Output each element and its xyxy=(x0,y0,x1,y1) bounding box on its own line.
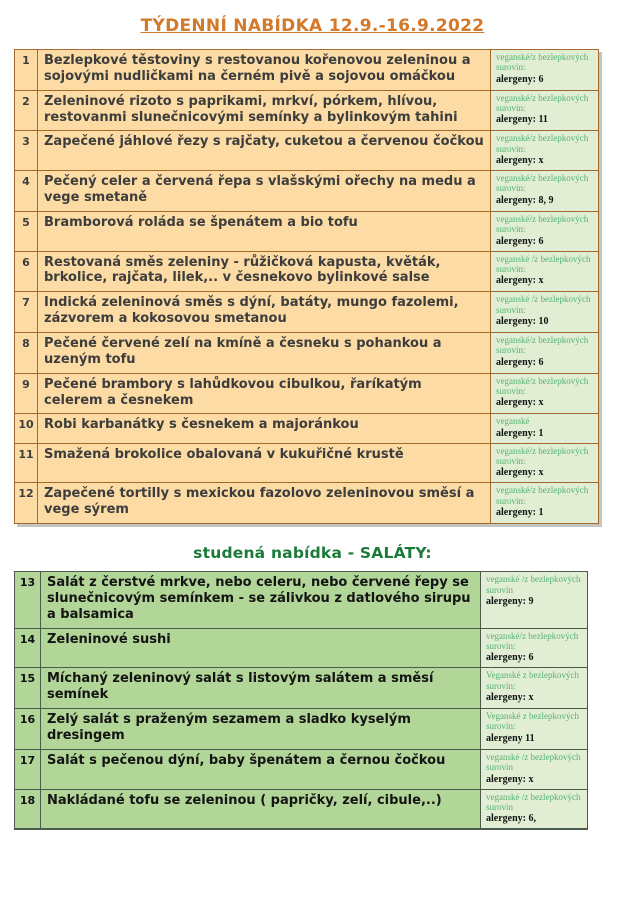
diet-tag: veganské/z bezlepkových surovin: xyxy=(486,630,579,652)
allergen-info: alergeny: 1 xyxy=(496,507,544,519)
menu-row xyxy=(15,668,588,709)
menu-row xyxy=(15,131,599,171)
diet-cell xyxy=(481,749,588,789)
row-number: 1 xyxy=(15,50,38,91)
diet-tag: veganské/z bezlepkových surovin: xyxy=(496,485,589,506)
menu-row xyxy=(15,90,599,131)
diet-tag: veganské xyxy=(496,416,530,427)
dish-text: Zelý salát s praženým sezamem a sladko kyselým dresingem xyxy=(41,709,481,750)
diet-tag: Veganské z bezlepkových surovin: xyxy=(486,670,579,691)
menu-row xyxy=(15,292,599,333)
weekly-menu-body xyxy=(15,50,599,524)
diet-cell xyxy=(491,332,599,373)
diet-tag: veganské /z bezlepkových surovin: xyxy=(496,294,591,315)
dish-text: Bramborová roláda se špenátem a bio tofu xyxy=(38,211,491,251)
allergen-info: alergeny: 11 xyxy=(496,114,548,126)
menu-row xyxy=(15,171,599,212)
allergen-info: alergeny: x xyxy=(486,692,534,704)
menu-row xyxy=(15,443,599,483)
diet-tag: veganské/z bezlepkových surovin: xyxy=(496,173,589,194)
allergen-info: alergeny: x xyxy=(496,155,544,167)
diet-tag: veganské /z bezlepkových surovin xyxy=(486,574,581,595)
allergen-info: alergeny: 6 xyxy=(496,235,544,247)
allergen-info: alergeny: x xyxy=(486,773,534,785)
row-number: 10 xyxy=(15,414,38,443)
row-number: 2 xyxy=(15,90,38,131)
diet-tag: veganské/z bezlepkových surovin: xyxy=(496,133,589,154)
menu-row xyxy=(15,749,588,789)
allergen-info: alergeny: 6 xyxy=(486,652,534,664)
diet-cell xyxy=(491,211,599,251)
dish-text: Salát z čerstvé mrkve, nebo celeru, nebo červené řepy se slunečnicovým semínkem - se zálivkou z datlového sirupu a balsamica xyxy=(41,572,481,629)
allergen-info: alergeny: 6 xyxy=(496,356,544,368)
diet-cell xyxy=(481,572,588,629)
allergen-info: alergeny: 9 xyxy=(486,595,534,607)
row-number: 8 xyxy=(15,332,38,373)
dish-text: Smažená brokolice obalovaná v kukuřičné krustě xyxy=(38,443,491,483)
diet-cell xyxy=(491,414,599,443)
diet-tag: veganské/z bezlepkových surovin: xyxy=(496,52,589,73)
diet-tag: veganské/z bezlepkových surovin: xyxy=(496,375,589,397)
row-number: 18 xyxy=(15,789,41,829)
dish-text: Bezlepkové těstoviny s restovanou kořenovou zeleninou a sojovými nudličkami na černém pivě a sojovou omáčkou xyxy=(38,50,491,91)
dish-text: Nakládané tofu se zeleninou ( papričky, zelí, cibule,..) xyxy=(41,789,481,829)
diet-tag: veganské /z bezlepkových surovin xyxy=(486,791,581,812)
dish-text: Salát s pečenou dýní, baby špenátem a černou čočkou xyxy=(41,749,481,789)
diet-tag: veganské /z bezlepkových surovin xyxy=(486,751,581,773)
row-number: 16 xyxy=(15,709,41,750)
diet-cell xyxy=(481,709,588,750)
weekly-menu-table xyxy=(14,49,599,524)
menu-row xyxy=(15,628,588,668)
menu-row xyxy=(15,211,599,251)
salads-table xyxy=(14,571,588,830)
dish-text: Robi karbanátky s česnekem a majoránkou xyxy=(38,414,491,443)
diet-cell xyxy=(491,483,599,524)
allergen-info: alergeny: 6 xyxy=(496,73,544,85)
row-number: 11 xyxy=(15,443,38,483)
dish-text: Zapečené tortilly s mexickou fazolovo zeleninovou směsí a vege sýrem xyxy=(38,483,491,524)
dish-text: Pečené brambory s lahůdkovou cibulkou, řaríkatým celerem a česnekem xyxy=(38,373,491,414)
allergen-info: alergeny: x xyxy=(496,275,544,287)
menu-row xyxy=(15,332,599,373)
allergen-info: alergeny: 10 xyxy=(496,315,549,327)
row-number: 5 xyxy=(15,211,38,251)
row-number: 6 xyxy=(15,251,38,292)
menu-row xyxy=(15,414,599,443)
dish-text: Pečené červené zelí na kmíně a česneku s pohankou a uzeným tofu xyxy=(38,332,491,373)
allergen-info: alergeny: 1 xyxy=(496,427,544,439)
allergen-info: alergeny: x xyxy=(496,467,544,479)
salads-body xyxy=(15,572,588,830)
row-number: 9 xyxy=(15,373,38,414)
diet-cell xyxy=(491,50,599,91)
dish-text: Restovaná směs zeleniny - růžičková kapusta, květák, brkolice, rajčata, lilek,.. v česnekovo bylinkové salse xyxy=(38,251,491,292)
diet-cell xyxy=(491,292,599,333)
menu-row xyxy=(15,483,599,524)
diet-cell xyxy=(481,789,588,829)
diet-tag: veganské/z bezlepkových surovin: xyxy=(496,445,589,467)
diet-cell xyxy=(491,171,599,212)
row-number: 3 xyxy=(15,131,38,171)
diet-cell xyxy=(491,443,599,483)
menu-row xyxy=(15,50,599,91)
dish-text: Míchaný zeleninový salát s listovým salátem a směsí semínek xyxy=(41,668,481,709)
allergen-info: alergeny 11 xyxy=(486,732,535,744)
menu-row xyxy=(15,789,588,829)
row-number: 15 xyxy=(15,668,41,709)
salads-heading: studená nabídka - SALÁTY: xyxy=(193,544,432,563)
diet-tag: veganské/z bezlepkových surovin: xyxy=(496,92,589,114)
menu-row xyxy=(15,373,599,414)
menu-row xyxy=(15,709,588,750)
dish-text: Pečený celer a červená řepa s vlašskými ořechy na medu a vege smetaně xyxy=(38,171,491,212)
diet-cell xyxy=(481,668,588,709)
diet-tag: Veganské z bezlepkových surovin: xyxy=(486,711,579,732)
diet-cell xyxy=(481,628,588,668)
dish-text: Zeleninové sushi xyxy=(41,628,481,668)
row-number: 12 xyxy=(15,483,38,524)
diet-cell xyxy=(491,251,599,292)
diet-tag: veganské /z bezlepkových surovin: xyxy=(496,253,591,274)
row-number: 13 xyxy=(15,572,41,629)
allergen-info: alergeny: 8, 9 xyxy=(496,194,554,206)
diet-tag: veganské/z bezlepkových surovin: xyxy=(496,213,589,235)
menu-row xyxy=(15,572,588,629)
allergen-info: alergeny: 6, xyxy=(486,813,536,825)
diet-cell xyxy=(491,131,599,171)
row-number: 17 xyxy=(15,749,41,789)
dish-text: Zeleninové rizoto s paprikami, mrkví, pórkem, hlívou, restovanmi slunečnicovými semínky a bylinkovým tahini xyxy=(38,90,491,131)
diet-tag: veganské/z bezlepkových surovin: xyxy=(496,334,589,356)
dish-text: Indická zeleninová směs s dýní, batáty, mungo fazolemi, zázvorem a kokosovou smetanou xyxy=(38,292,491,333)
allergen-info: alergeny: x xyxy=(496,397,544,409)
diet-cell xyxy=(491,373,599,414)
dish-text: Zapečené jáhlové řezy s rajčaty, cuketou a červenou čočkou xyxy=(38,131,491,171)
row-number: 7 xyxy=(15,292,38,333)
row-number: 14 xyxy=(15,628,41,668)
page-title: TÝDENNÍ NABÍDKA 12.9.-16.9.2022 xyxy=(140,16,485,36)
row-number: 4 xyxy=(15,171,38,212)
menu-page xyxy=(0,16,625,900)
diet-cell xyxy=(491,90,599,131)
menu-row xyxy=(15,251,599,292)
